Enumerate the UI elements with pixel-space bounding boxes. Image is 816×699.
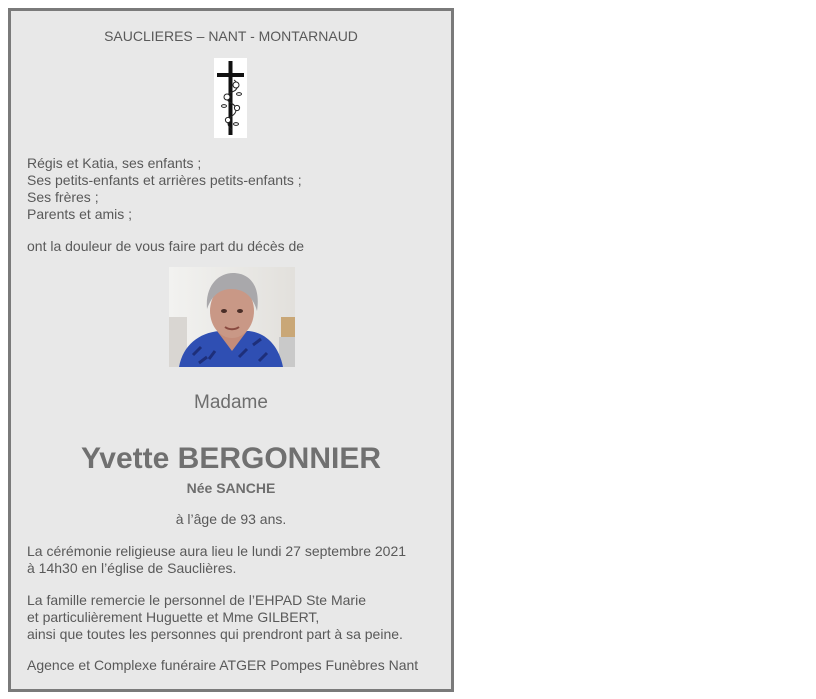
family-line: Parents et amis ; xyxy=(27,206,133,222)
age-text: à l’âge de 93 ans. xyxy=(175,511,287,527)
portrait-photo xyxy=(169,267,295,367)
honorific-title: Madame xyxy=(194,392,268,413)
ceremony-line: à 14h30 en l’église de Sauclières. xyxy=(27,560,237,576)
thanks-line: et particulièrement Huguette et Mme GILBERT, xyxy=(27,609,320,625)
funeral-agency: Agence et Complexe funéraire ATGER Pompes Funèbres Nant xyxy=(27,657,419,673)
ceremony-line: La cérémonie religieuse aura lieu le lundi 27 septembre 2021 xyxy=(27,543,407,559)
cross-with-flowers-icon xyxy=(214,58,247,138)
family-line: Ses petits-enfants et arrières petits-enfants ; xyxy=(27,172,302,188)
maiden-name: Née SANCHE xyxy=(186,480,276,496)
family-line: Ses frères ; xyxy=(27,189,99,205)
thanks-line: La famille remercie le personnel de l’EHPAD Ste Marie xyxy=(27,592,366,608)
thanks-line: ainsi que toutes les personnes qui prendront part à sa peine. xyxy=(27,626,403,642)
family-line: Régis et Katia, ses enfants ; xyxy=(27,155,202,171)
obituary-card xyxy=(8,8,454,692)
announcement: ont la douleur de vous faire part du décès de xyxy=(27,238,305,254)
deceased-name: Yvette BERGONNIER xyxy=(80,442,382,475)
location-header: SAUCLIERES – NANT - MONTARNAUD xyxy=(104,28,358,44)
